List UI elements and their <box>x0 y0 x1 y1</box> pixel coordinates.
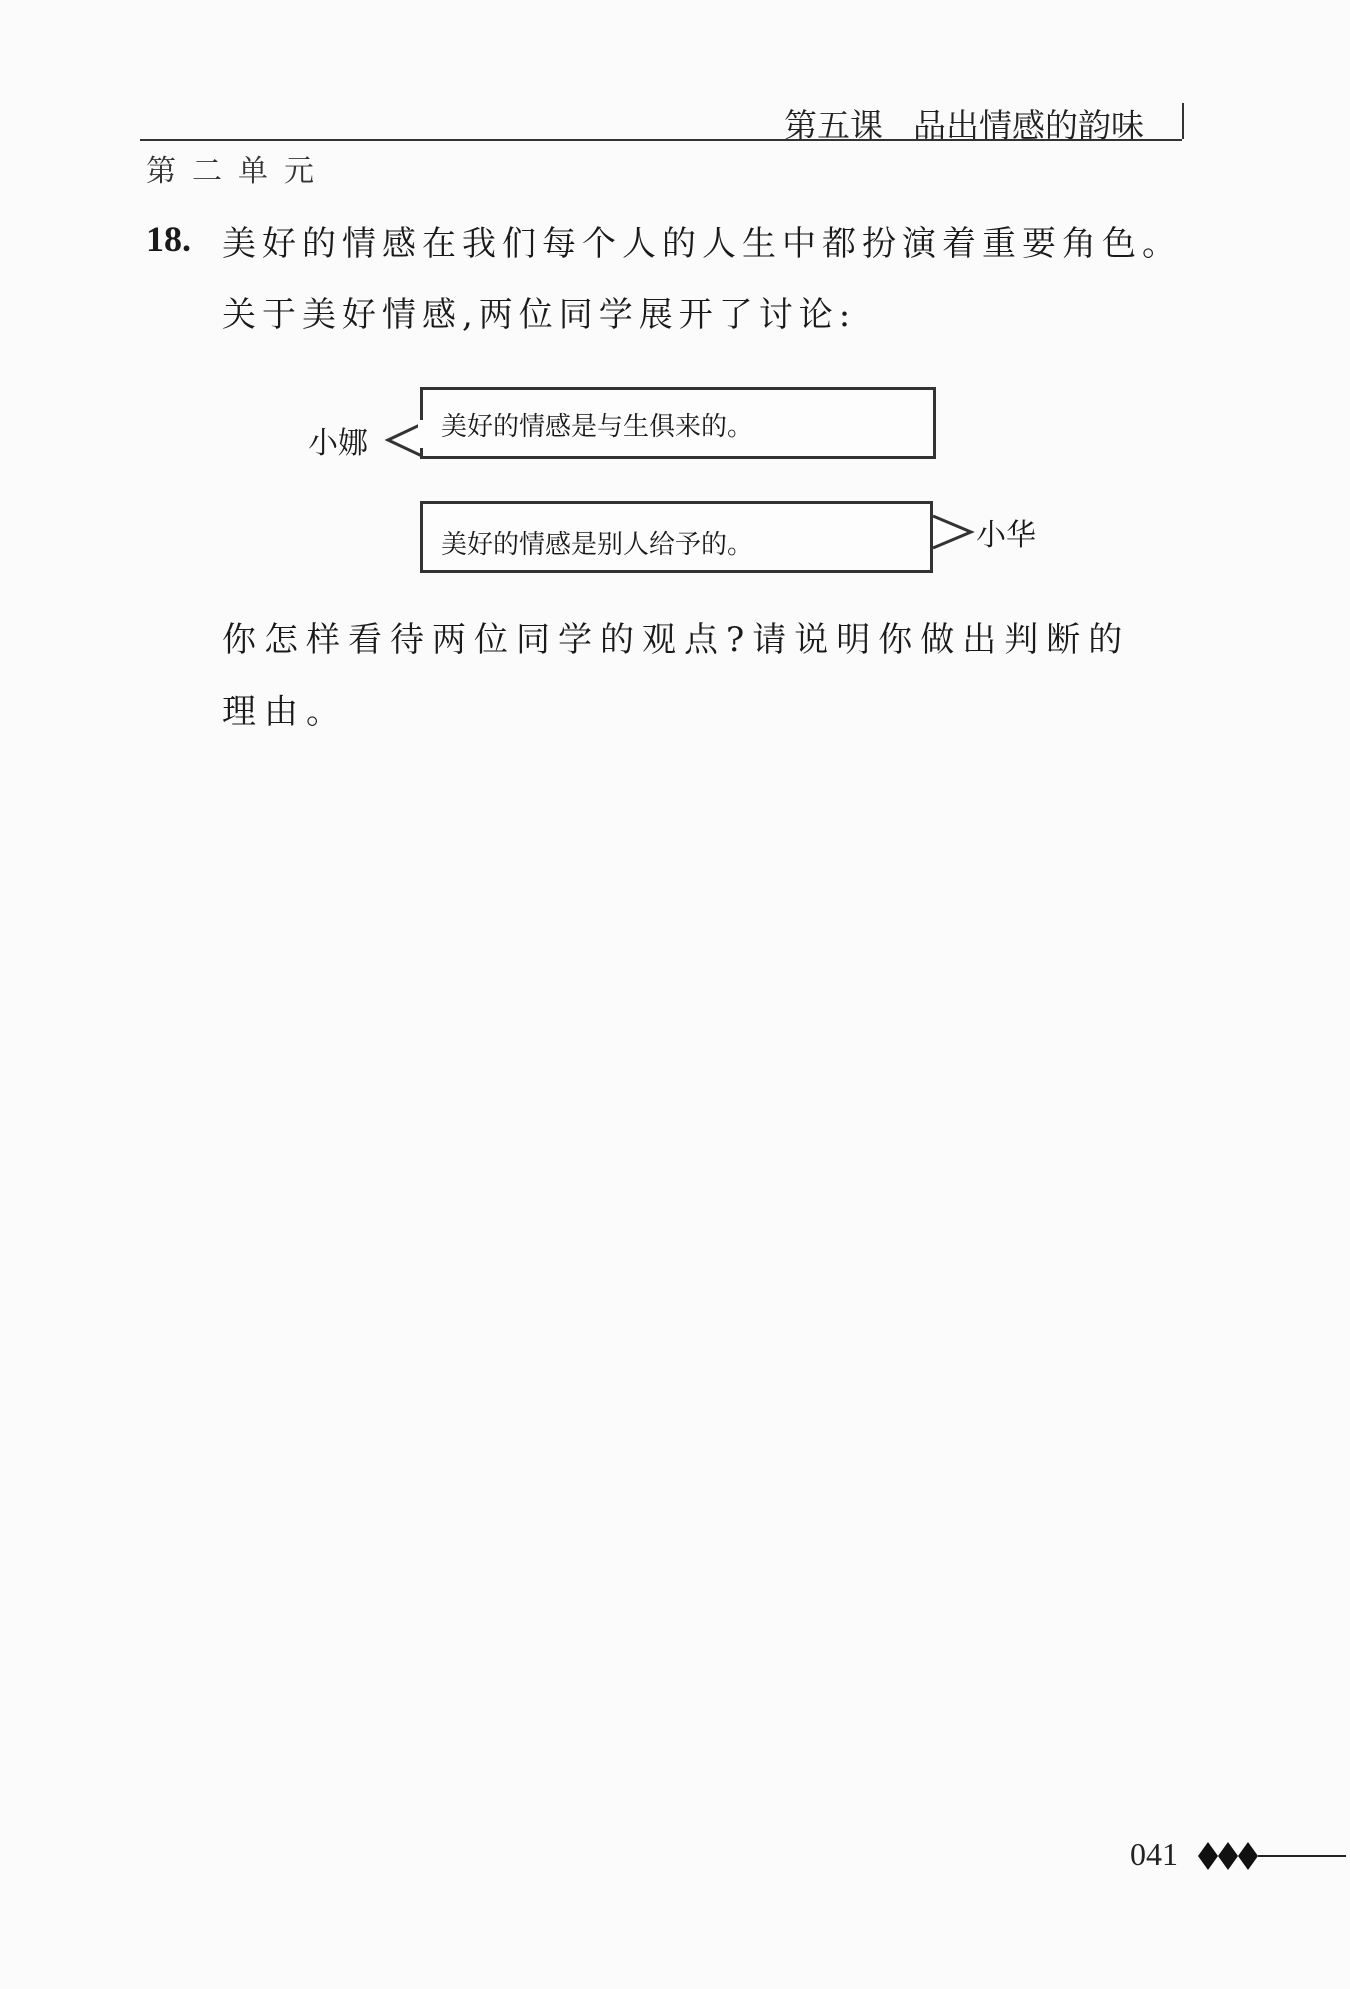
bubble-join-left <box>418 420 424 448</box>
question-prompt-line-1: 你怎样看待两位同学的观点?请说明你做出判断的 <box>222 620 1131 660</box>
lesson-number: 第五课 <box>784 106 883 145</box>
lesson-title: 品出情感的韵味 <box>913 106 1144 145</box>
speech-bubble-xiaona <box>420 387 936 459</box>
speech-text-xiaona: 美好的情感是与生俱来的。 <box>441 412 754 442</box>
three-diamonds-icon <box>1198 1836 1348 1876</box>
speaker-xiaohua: 小华 <box>976 518 1036 553</box>
question-prompt-line-2: 理由。 <box>222 692 348 732</box>
speaker-xiaona: 小娜 <box>308 426 368 461</box>
speech-text-xiaohua: 美好的情感是别人给予的。 <box>441 530 754 560</box>
speech-pointer-right-icon <box>931 512 975 556</box>
page-number: 041 <box>1130 1836 1178 1872</box>
question-number: 18. <box>146 219 191 259</box>
speech-bubble-xiaohua <box>420 501 933 573</box>
header-tick <box>1182 103 1184 139</box>
question-text-line-1: 美好的情感在我们每个人的人生中都扮演着重要角色。 <box>222 224 1182 264</box>
header-divider <box>140 139 1182 141</box>
question-text-line-2: 关于美好情感,两位同学展开了讨论: <box>222 295 857 335</box>
unit-label: 第二单元 <box>146 154 330 189</box>
